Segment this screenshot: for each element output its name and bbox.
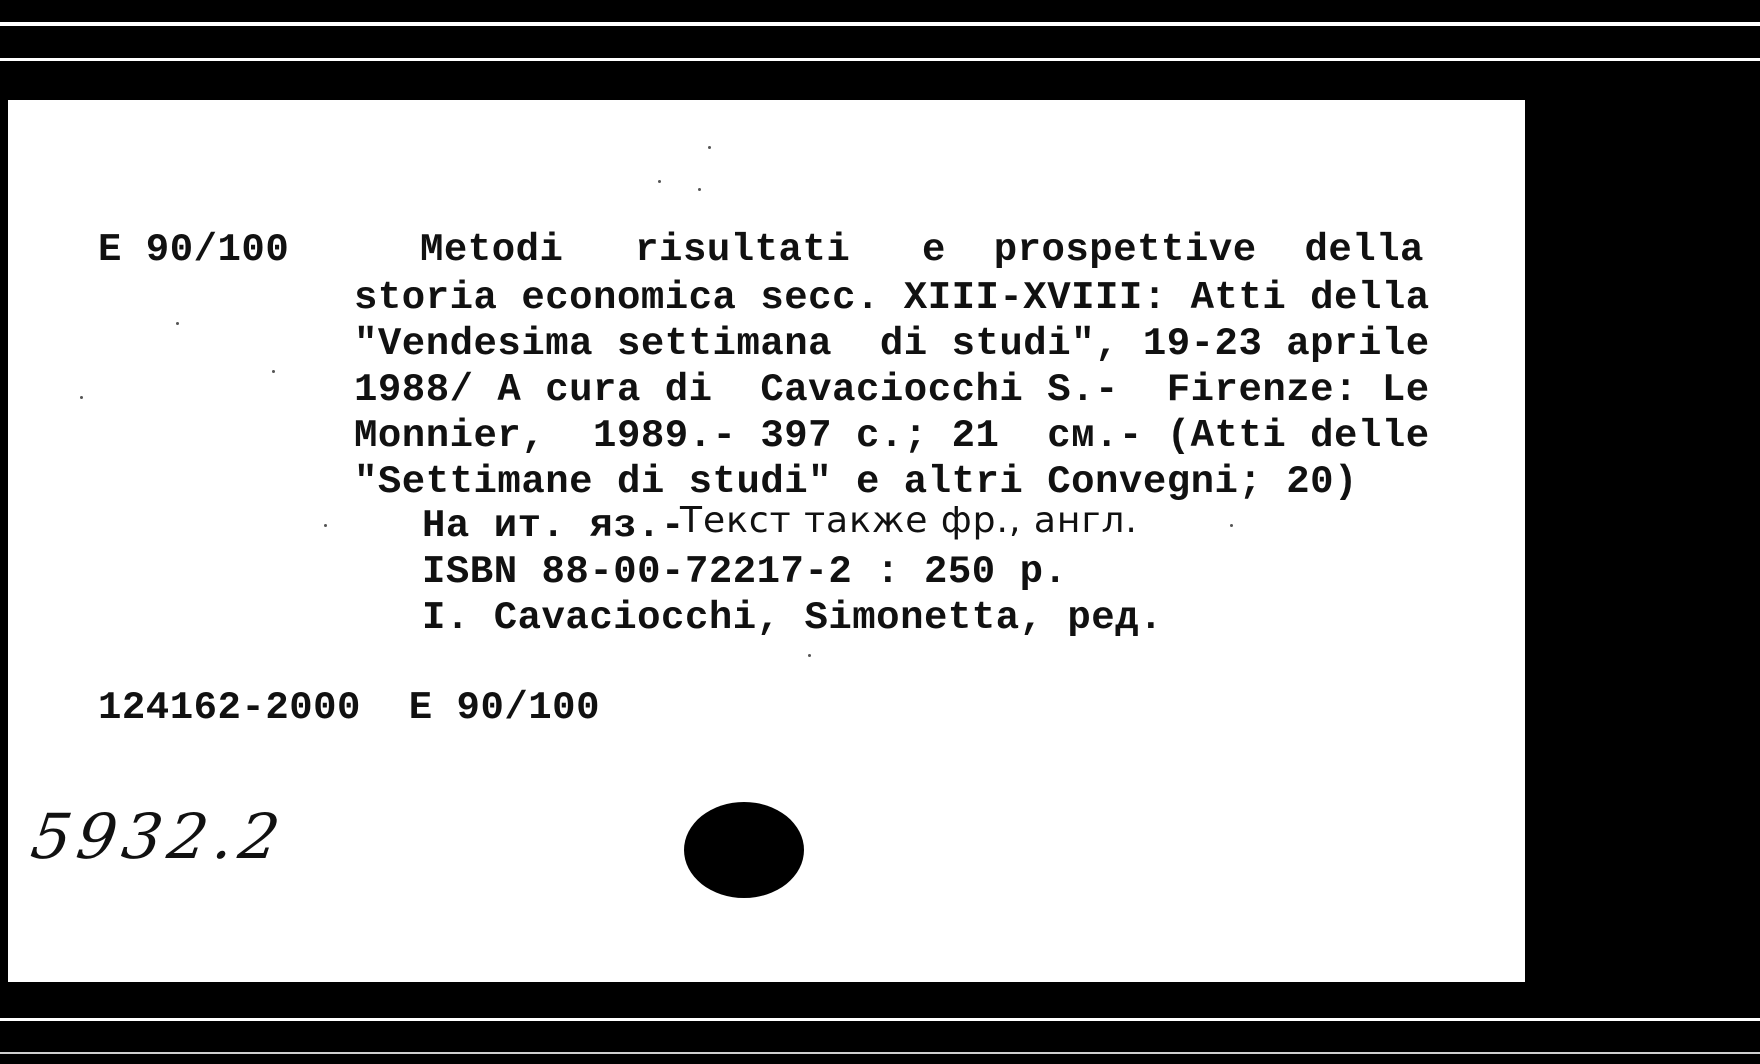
isbn-line: ISBN 88-00-72217-2 : 250 р. bbox=[422, 550, 1068, 594]
editor-line: I. Cavaciocchi, Simonetta, ред. bbox=[422, 596, 1164, 640]
body-line-2: storia economica secc. XIII-XVIII: Atti della bbox=[354, 276, 1430, 320]
accession-line: 124162-2000 E 90/100 bbox=[98, 686, 600, 730]
scan-speck bbox=[176, 322, 179, 325]
body-line-1: Metodi risultati e prospettive della bbox=[420, 228, 1424, 272]
body-line-3: "Vendesima settimana di studi", 19-23 aprile bbox=[354, 322, 1430, 366]
scan-speck bbox=[80, 396, 83, 399]
scan-speck bbox=[698, 188, 701, 191]
scan-speck bbox=[708, 146, 711, 149]
body-line-5: Monnier, 1989.- 397 c.; 21 см.- (Atti delle bbox=[354, 414, 1430, 458]
handwritten-shelf-number: 5932.2 bbox=[26, 800, 291, 873]
scan-speck bbox=[658, 180, 661, 183]
body-line-4: 1988/ A cura di Cavaciocchi S.- Firenze: Le bbox=[354, 368, 1430, 412]
scan-band-top-secondary bbox=[0, 58, 1760, 61]
scan-band-bottom bbox=[0, 1018, 1760, 1021]
body-line-6: "Settimane di studi" e altri Convegni; 20) bbox=[354, 460, 1358, 504]
catalog-card bbox=[8, 100, 1525, 982]
language-note-handwritten: Текст также фр., англ. bbox=[680, 500, 1138, 541]
language-note-printed: На ит. яз.- bbox=[422, 504, 685, 548]
scan-speck bbox=[808, 654, 811, 657]
scan-speck bbox=[272, 370, 275, 373]
punch-hole bbox=[684, 802, 804, 898]
call-number: E 90/100 bbox=[98, 228, 290, 272]
scan-speck bbox=[324, 524, 327, 527]
scan-band-bottom-secondary bbox=[0, 1052, 1760, 1054]
scan-band-top bbox=[0, 22, 1760, 26]
scan-speck bbox=[1230, 524, 1233, 527]
